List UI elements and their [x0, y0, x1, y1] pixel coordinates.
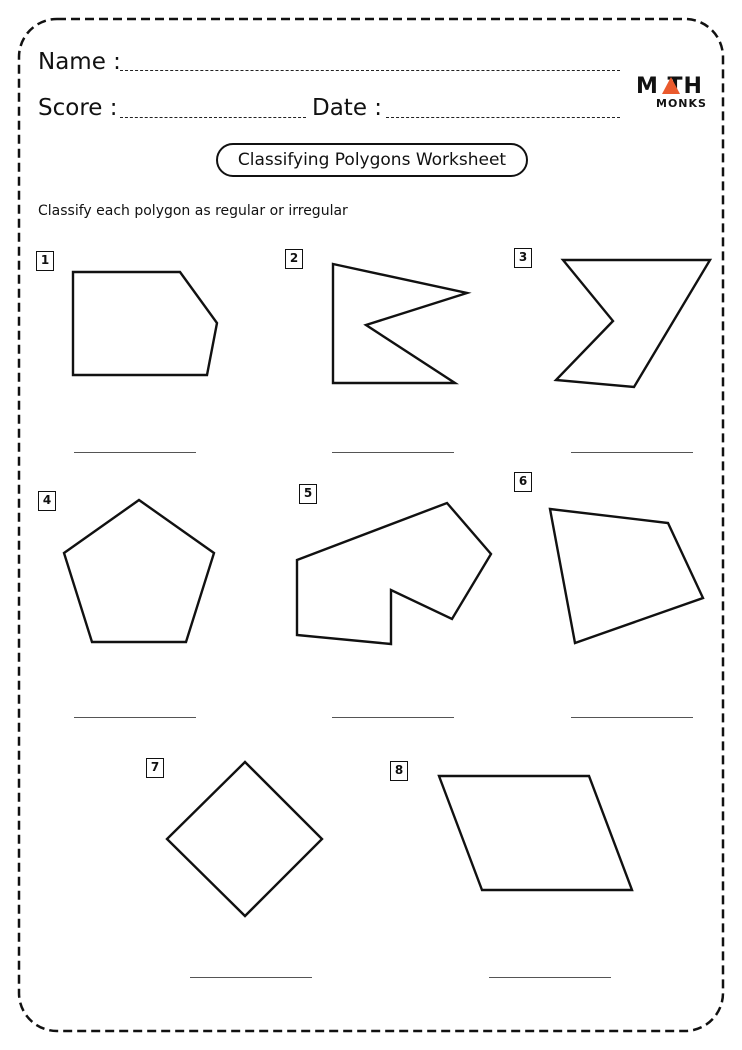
problem-number-5: 5 — [299, 484, 317, 504]
answer-line-8[interactable] — [489, 977, 611, 978]
polygon-2 — [333, 264, 467, 383]
date-label: Date : — [312, 95, 383, 121]
problem-number-4: 4 — [38, 491, 56, 511]
worksheet-title: Classifying Polygons Worksheet — [216, 143, 528, 177]
answer-line-3[interactable] — [571, 452, 693, 453]
polygon-7 — [167, 762, 322, 916]
problem-number-1: 1 — [36, 251, 54, 271]
problem-number-3: 3 — [514, 248, 532, 268]
problem-number-6: 6 — [514, 472, 532, 492]
instructions: Classify each polygon as regular or irregular — [38, 203, 348, 219]
logo-wordmark: M TH — [636, 74, 703, 99]
logo-subtext: MONKS — [656, 97, 707, 110]
polygon-3 — [556, 260, 710, 387]
answer-line-5[interactable] — [332, 717, 454, 718]
polygon-8 — [439, 776, 632, 890]
problem-number-7: 7 — [146, 758, 164, 778]
answer-line-2[interactable] — [332, 452, 454, 453]
answer-line-4[interactable] — [74, 717, 196, 718]
polygon-6 — [550, 509, 703, 643]
polygon-4 — [64, 500, 214, 642]
score-label: Score : — [38, 95, 118, 121]
problem-number-8: 8 — [390, 761, 408, 781]
polygon-5 — [297, 503, 491, 644]
answer-line-1[interactable] — [74, 452, 196, 453]
name-label: Name : — [38, 49, 121, 75]
answer-line-6[interactable] — [571, 717, 693, 718]
problem-number-2: 2 — [285, 249, 303, 269]
answer-line-7[interactable] — [190, 977, 312, 978]
polygon-1 — [73, 272, 217, 375]
